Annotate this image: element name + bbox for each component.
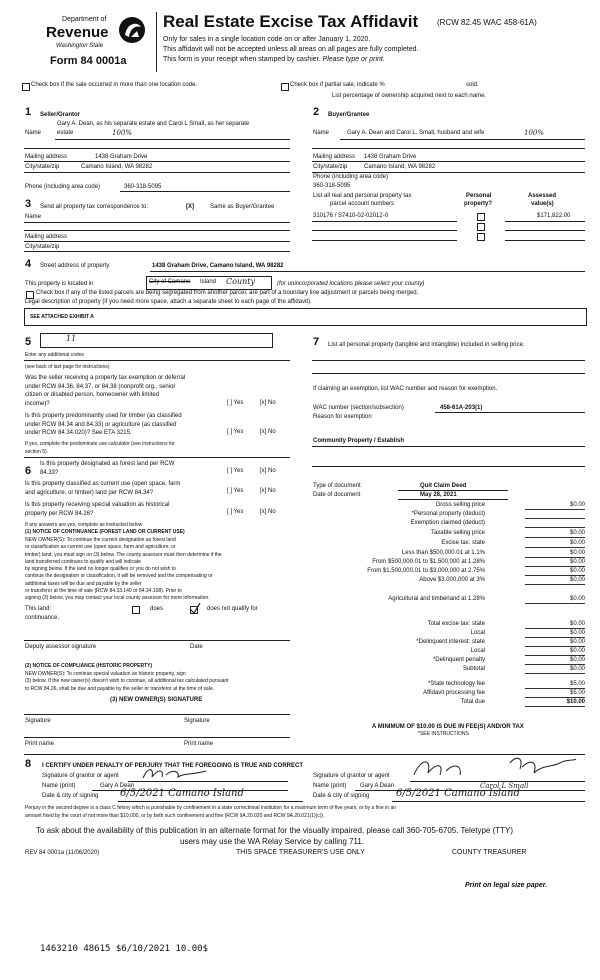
wac-label: WAC number (section/subsection) [313,405,404,411]
fee-label: Affidavit processing fee [423,690,485,696]
fee-underline [525,557,585,558]
fee-label: Total due [460,699,485,705]
owner-signature-label-1: Signature [25,718,51,724]
fee-underline [525,664,585,665]
header-note-3-italic: Please type or print. [322,56,385,63]
fee-row [310,639,585,647]
does-not-check-mark-icon [189,603,201,614]
seller-pct: 100% [112,129,133,137]
this-land-label: This land: [25,606,52,612]
fee-value[interactable]: $0.00 [569,559,585,565]
buyer-city[interactable]: Camano Island, WA 98282 [364,164,436,170]
fee-value[interactable]: $5.00 [569,681,585,687]
fee-underline [525,547,585,548]
fee-underline [525,706,585,707]
fee-row [310,630,585,638]
fee-value[interactable]: $0.00 [569,630,585,636]
fee-row [310,657,585,665]
form-number: Form 84 0001a [50,55,127,67]
new-owner-signature-head: (3) NEW OWNER(S) SIGNATURE [110,697,203,703]
fee-label: *State technology fee [427,681,485,687]
buyer-mailing[interactable]: 1438 Graham Drive [364,154,417,160]
fee-row [310,520,585,528]
personal-heading-1: Personal [466,193,492,199]
grantee-date-city-label: Date & city of signing [313,793,370,799]
fee-label: Exemption claimed (deduct) [410,520,485,526]
does-label: does [150,606,164,612]
fee-value[interactable]: $0.00 [569,550,585,556]
timber-no[interactable]: [x] No [260,429,276,435]
fee-underline [525,575,585,576]
fee-label: Local [470,630,485,636]
personal-property-checkbox-1[interactable] [477,213,485,221]
assessed-heading-2: value(s) [531,201,554,207]
buyer-heading: Buyer/Grantee [328,112,370,118]
fee-underline [525,673,585,674]
timber-yes[interactable]: [ ] Yes [227,429,244,435]
fee-underline [525,655,585,656]
segregated-label: Check box if any of the listed parcels are being segregated from another parcel, are part of a boundary line adjustment or parcels being merged. [36,290,419,296]
buyer-city-label: City/state/zip [313,164,348,170]
receipt-stamp: 1463210 48615 $6/10/2021 10.00$ [40,944,208,954]
legal-description-label: Legal description of property (if you need more space, attach a separate sheet to each page of the affidavit). [25,299,312,305]
header-note-3: This form is your receipt when stamped by cashier. [163,56,321,63]
fee-value[interactable]: $0.00 [569,621,585,627]
fee-value[interactable]: $0.00 [569,568,585,574]
legal-size-note: Print on legal size paper. [465,882,548,889]
buyer-name-label: Name [313,130,330,136]
fee-value[interactable]: $0.00 [569,596,585,602]
grantor-date-city[interactable]: 6/5/2021 Camano Island [120,788,244,799]
deputy-date-label: Date [190,644,203,650]
fee-row [310,568,585,576]
historic-question: Is this property receiving special valuation as historical property per RCW 84.26? [25,502,170,517]
section-5-number: 5 [25,336,32,348]
buyer-phone[interactable]: 360-318-5095 [313,183,351,189]
owner-print-name-label-2: Print name [184,741,214,747]
certify-statement: I CERTIFY UNDER PENALTY OF PERJURY THAT THE FOREGOING IS TRUE AND CORRECT [42,763,304,769]
doc-type-label: Type of document [313,483,361,489]
section-3-number: 3 [25,198,32,210]
buyer-pct: 100% [524,129,545,137]
notice-continuance-head: (1) NOTICE OF CONTINUANCE (FOREST LAND OR CURRENT USE) [25,529,185,535]
timber-question: Is this property predominantly used for timber (as classified under RCW 84.34 and 84.33) or agriculture (as classified under RCW 84.34.020)? See ETA 3215. [25,413,182,436]
fee-row [310,502,585,510]
seller-city-label: City/state/zip [25,164,60,170]
seller-phone-label: Phone (including area code) [25,184,101,190]
fee-label: Excise tax: state [441,540,485,546]
buyer-mailing-label: Mailing address [313,154,356,160]
fee-underline [525,637,585,638]
list-pct-note: List percentage of ownership acquired next to each name. [332,93,487,99]
corr-name-label: Name [25,214,42,220]
doc-type[interactable]: Quit Claim Deed [420,483,467,489]
personal-heading-2: property? [464,201,493,207]
grantee-signature-label: Signature of grantor or agent [313,773,390,779]
historic-no[interactable]: [x] No [260,509,276,515]
parcel-heading-2: parcel account numbers [330,201,395,207]
fee-row [310,596,585,604]
current-use-question: Is this property classified as current use (open space, farm and agriculture, or timber) land per RCW 84.34? [25,481,181,496]
fee-row [310,540,585,548]
notice-continuance-text: NEW OWNER(S): To continue the current designation as forest land or classification as current use (open space, farm and agriculture, or timber) land, you must sign on (3) below. The county assessor must then determine if the land transferred continues to qualify and will indicate by signing below. If the land no longer qualifies or you do not wish to continue the designation or classification, it will be removed and the compensating or additional taxes will be due and payable by the seller or transferor at the time of sale (RCW 84.33.140 or 84.34.108). Prior to signing (3) below, you may contact your local county assessor for more information. [25,537,222,602]
fee-value[interactable]: $0.00 [569,540,585,546]
partial-sale-label: Check box if partial sale, indicate % [290,82,385,88]
fee-value[interactable]: $0.00 [569,666,585,672]
personal-property-checkbox-2[interactable] [477,223,485,231]
does-not-label: does not qualify for [207,606,258,612]
grantee-date-city[interactable]: 6/5/2021 Camano Island [396,788,520,799]
form-revision: REV 84 0001a (11/06/2020) [25,850,100,856]
fee-row [310,621,585,629]
fee-label: Gross selling price [435,502,485,508]
grantee-print-name-typed[interactable]: Gary A Dean [360,783,395,789]
exemption-no[interactable]: [x] No [260,400,276,406]
grantee-print-name-hand[interactable]: Carol L Small [480,782,529,790]
grantor-date-city-label: Date & city of signing [42,793,99,799]
fee-row [310,550,585,558]
answers-note: If any answers are yes, complete as instructed below [25,522,143,528]
county-treasurer: COUNTY TREASURER [452,849,527,856]
grantor-print-label: Name (print) [42,783,76,789]
location-county-hand: County [226,277,255,286]
location-code: 11 [66,334,77,343]
fee-label: Agricultural and timberland at 1.28% [388,596,485,602]
fee-row [310,577,585,585]
fee-row [310,699,585,707]
section-7-number: 7 [313,336,320,348]
grantor-signature-label: Signature of grantor or agent [42,773,119,779]
fee-underline [525,566,585,567]
perjury-notice: Perjury in the second degree is a class C felony which is punishable by confinement in a state correctional institution for a maximum term of five years, or by a fine in an amount fixed by the court of not more than $10,000, or by both such confinement and fine (RCW 9A.20.020 and RCW 9A.20.021(1)(c)). [25,805,397,819]
seller-mailing[interactable]: 1438 Graham Drive [95,154,148,160]
current-use-yes[interactable]: [ ] Yes [227,488,244,494]
street-address[interactable]: 1438 Graham Drive, Camano Island, WA 98282 [152,263,284,269]
fee-underline [525,697,585,698]
see-back-note: (see back of last page for instructions) [25,364,110,370]
seller-phone[interactable]: 360-318-5095 [124,184,162,190]
grantor-signature [140,765,210,781]
unincorporated-note: (for unincorporated locations please select your county) [277,281,425,287]
fee-underline [525,527,585,528]
street-address-label: Street address of property [40,263,110,269]
multi-location-checkbox[interactable] [22,83,30,91]
partial-sold-label: sold. [466,82,479,88]
grantee-signatures [410,755,580,781]
section-4-number: 4 [25,258,32,270]
fee-row [310,648,585,656]
section-1-number: 1 [25,106,32,118]
accessibility-line-1: To ask about the availability of this publication in an alternate format for the visually impaired, please call 360-705-6705. Teletype (TTY) [36,826,513,835]
corr-mailing-label: Mailing address [25,234,68,240]
treasurer-use: THIS SPACE TREASURER'S USE ONLY [236,849,365,856]
notice-compliance-head: (2) NOTICE OF COMPLIANCE (HISTORIC PROPERTY) [25,663,153,669]
fee-underline [525,628,585,629]
seller-mailing-label: Mailing address [25,154,68,160]
fee-underline [525,584,585,585]
doc-date[interactable]: May 28, 2021 [420,492,457,498]
additional-codes-label: Enter any additional codes [25,352,84,358]
buyer-name[interactable]: Gary A. Dean and Carol L. Small, husband and wife [347,130,485,136]
grantee-print-label: Name (print) [313,783,347,789]
fee-value[interactable]: $0.00 [569,648,585,654]
accessibility-line-2: users may use the WA Relay Service by calling 711. [180,837,365,846]
reason-label: Reason for exemption [313,414,372,420]
dept-line3: Washington State [56,43,104,49]
fee-row [310,530,585,538]
forest-no[interactable]: [x] No [260,468,276,474]
dept-line1: Department of [62,16,107,23]
dept-line2: Revenue [46,24,109,41]
historic-yes[interactable]: [ ] Yes [227,509,244,515]
seller-name-label: Name [25,130,42,136]
fee-underline [525,509,585,510]
predominate-use-note: If yes, complete the predominate use calculator (see instructions for section 5). [25,441,175,455]
fee-label: *Delinquent penalty [432,657,485,663]
fee-row [310,681,585,689]
fee-label: *Delinquent interest: state [416,639,485,645]
fee-label: Total excise tax: state [427,621,485,627]
parcel-number[interactable]: 310176 / S7410-02-02012-0 [313,213,389,219]
buyer-phone-label: Phone (including area code) [313,174,389,180]
fee-row [310,690,585,698]
owner-signature-label-2: Signature [184,718,210,724]
page-title: Real Estate Excise Tax Affidavit [163,12,419,31]
wac-number[interactable]: 458-61A-203(1) [440,405,483,411]
exemption-question: Was the seller receiving a property tax exemption or deferral under RCW 84.36, 84.37, or 84.38 (nonprofit org., senior citizen or disabled person, homeowner with limited income)? [25,375,186,407]
fee-value[interactable]: $0.00 [569,530,585,536]
header-note-1: Only for sales in a single location code on or after January 1, 2020. [163,36,371,43]
send-correspondence-label: Send all property tax correspondence to: [40,204,149,210]
parcel-heading-1: List all real and personal property tax [313,193,412,199]
partial-sale-checkbox[interactable] [281,83,289,91]
forest-yes[interactable]: [ ] Yes [227,468,244,474]
personal-property-heading: List all personal property (tangible and intangible) included in selling price. [328,342,525,348]
doc-date-label: Date of document [313,492,361,498]
section-8-number: 8 [25,758,32,770]
notice-compliance-text: NEW OWNER(S): To continue special valuation as historic property, sign (3) below. If the new owner(s) doesn't wish to continue, all additional tax calculated pursuant to RCW 84.26, shall be due and payable by the seller or transferor at the time of sale. [25,671,229,692]
fee-label: Above $3,000,000 at 3% [419,577,485,583]
exemption-claim-note: If claiming an exemption, list WAC number and reason for exemption. [313,386,498,392]
fee-underline [525,646,585,647]
fee-value[interactable]: $0.00 [569,502,585,508]
fee-label: From $1,500,000.01 to $3,000,000 at 2.75% [367,568,485,574]
seller-city[interactable]: Camano Island, WA 98282 [81,164,153,170]
grantor-print-name[interactable]: Gary A Dean [100,783,135,789]
same-as-label: Same as Buyer/Grantee [210,204,275,210]
fee-label: Less than $500,000.01 at 1.1% [401,550,485,556]
seller-heading: Seller/Grantor [40,112,81,118]
assessed-value[interactable]: $171,822.00 [537,213,571,219]
header-note-2: This affidavit will not be accepted unless all areas on all pages are fully completed. [163,46,419,53]
fee-row [310,559,585,567]
forest-question: Is this property designated as forest land per RCW 84.33? [40,461,175,476]
current-use-no[interactable]: [x] No [260,488,276,494]
see-instructions-note: *SEE INSTRUCTIONS [418,731,469,737]
revenue-logo-icon [117,15,147,45]
location-value: Island [200,279,217,285]
fee-underline [525,537,585,538]
fee-underline [525,688,585,689]
owner-print-name-label-1: Print name [25,741,55,747]
fee-underline [525,603,585,604]
assessed-heading-1: Assessed [528,193,557,199]
minimum-due-note: A MINIMUM OF $10.00 IS DUE IN FEE(S) AND/OR TAX [372,724,524,730]
exemption-reason[interactable]: Community Property / Establish [313,438,405,444]
personal-property-checkbox-3[interactable] [477,233,485,241]
seller-name-line1[interactable]: Gary A. Dean, as his separate estate and Carol L Small, as her separate [57,121,250,127]
deputy-signature-label: Deputy assessor signature [25,644,97,650]
location-struck: City of Camano [149,279,191,285]
does-qualify-checkbox[interactable] [132,606,140,614]
fee-label: Subtotal [462,666,485,672]
located-in-label: This property is located in [25,281,94,287]
exhibit-label: SEE ATTACHED EXHIBIT A [30,314,94,320]
section-2-number: 2 [313,106,320,118]
statute: (RCW 82.45 WAC 458-61A) [437,18,537,27]
fee-label: Taxable selling price [430,530,485,536]
fee-value[interactable]: $0.00 [569,577,585,583]
continuance-label: continuance. [25,615,60,621]
fee-value[interactable]: $5.00 [569,690,585,696]
corr-city-label: City/state/zip [25,244,60,250]
fee-underline [525,518,585,519]
fee-value[interactable]: $0.00 [569,657,585,663]
multi-location-label: Check box if the sale occurred in more than one location code. [31,82,198,88]
same-as-mark[interactable]: [X] [186,204,194,210]
fee-label: *Personal property (deduct) [411,511,485,517]
exemption-yes[interactable]: [ ] Yes [227,400,244,406]
fee-value[interactable]: $10.00 [566,699,585,705]
fee-label: From $500,000.01 to $1,500,000 at 1.28% [372,559,485,565]
fee-value[interactable]: $0.00 [569,639,585,645]
seller-name-line2[interactable]: estate [57,130,74,136]
legal-description-box[interactable] [24,308,587,326]
fee-label: Local [470,648,485,654]
fee-row [310,666,585,674]
fee-row [310,511,585,519]
segregated-checkbox[interactable] [26,291,34,299]
section-6-number: 6 [25,465,32,477]
